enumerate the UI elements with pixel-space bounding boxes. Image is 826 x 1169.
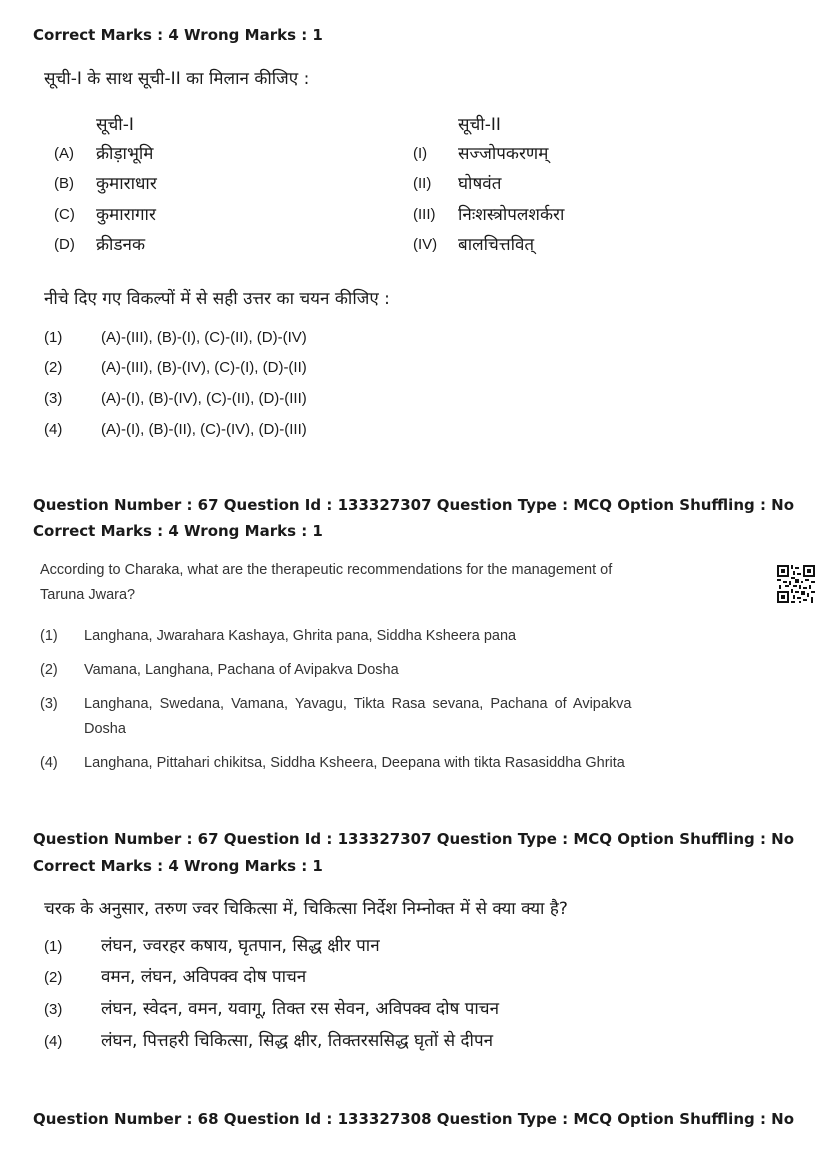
list2-label: (II)	[413, 175, 432, 192]
question-text: चरक के अनुसार, तरुण ज्वर चिकित्सा में, चिकित्सा निर्देश निम्नोक्त में से क्या क्या है?	[44, 899, 568, 919]
match-prompt: सूची-I के साथ सूची-II का मिलान कीजिए :	[44, 69, 310, 89]
question-header: Question Number : 68 Question Id : 133327308 Question Type : MCQ Option Shuffling : No	[33, 1110, 795, 1128]
option-number: (1)	[44, 329, 63, 346]
option-text: (A)-(I), (B)-(IV), (C)-(II), (D)-(III)	[101, 390, 307, 407]
option-text: (A)-(III), (B)-(IV), (C)-(I), (D)-(II)	[101, 359, 307, 376]
qr-code-icon	[777, 565, 815, 603]
option-text: वमन, लंघन, अविपक्व दोष पाचन	[101, 967, 307, 987]
list1-item: क्रीडनक	[96, 235, 146, 255]
option-text: Vamana, Langhana, Pachana of Avipakva Dosha	[84, 662, 399, 678]
option-text: लंघन, ज्वरहर कषाय, घृतपान, सिद्ध क्षीर पान	[101, 936, 380, 956]
option-number: (2)	[44, 969, 63, 986]
list2-item: निःशस्त्रोपलशर्करा	[458, 205, 565, 225]
correct-marks-line-1: Correct Marks : 4 Wrong Marks : 1	[33, 26, 323, 44]
list2-label: (IV)	[413, 236, 438, 253]
option-text: लंघन, स्वेदन, वमन, यवागू, तिक्त रस सेवन, अविपक्व दोष पाचन	[101, 999, 500, 1019]
option-number: (3)	[44, 1001, 63, 1018]
list1-item: क्रीड़ाभूमि	[96, 144, 154, 164]
list1-title: सूची-I	[96, 115, 134, 135]
option-number: (4)	[44, 1033, 63, 1050]
list2-item: सज्जोपकरणम्	[458, 144, 549, 164]
list1-item: कुमारागार	[96, 205, 156, 225]
list2-item: घोषवंत	[458, 174, 502, 194]
option-text: Langhana, Jwarahara Kashaya, Ghrita pana, Siddha Ksheera pana	[84, 628, 517, 644]
option-number: (3)	[40, 696, 58, 712]
option-text: Langhana, Pittahari chikitsa, Siddha Ksheera, Deepana with tikta Rasasiddha Ghrita	[84, 755, 625, 771]
list1-label: (D)	[54, 236, 75, 253]
option-number: (3)	[44, 390, 63, 407]
option-number: (2)	[40, 662, 58, 678]
option-number: (2)	[44, 359, 63, 376]
question-text-line: Taruna Jwara?	[40, 587, 136, 603]
correct-marks-line: Correct Marks : 4 Wrong Marks : 1	[33, 522, 323, 540]
option-number: (1)	[44, 938, 63, 955]
correct-marks-line: Correct Marks : 4 Wrong Marks : 1	[33, 857, 323, 875]
option-number: (4)	[40, 755, 58, 771]
list1-label: (B)	[54, 175, 74, 192]
list2-title: सूची-II	[458, 115, 501, 135]
option-text: (A)-(III), (B)-(I), (C)-(II), (D)-(IV)	[101, 329, 307, 346]
question-text-line: According to Charaka, what are the therapeutic recommendations for the management of	[40, 562, 613, 578]
list1-label: (A)	[54, 145, 74, 162]
question-header: Question Number : 67 Question Id : 133327307 Question Type : MCQ Option Shuffling : No	[33, 830, 795, 848]
list2-label: (III)	[413, 206, 436, 223]
option-number: (4)	[44, 421, 63, 438]
option-text: (A)-(I), (B)-(II), (C)-(IV), (D)-(III)	[101, 421, 307, 438]
option-text: लंघन, पित्तहरी चिकित्सा, सिद्ध क्षीर, तिक्तरससिद्ध घृतों से दीपन	[101, 1031, 494, 1051]
option-text-continuation: Dosha	[84, 721, 126, 737]
list1-item: कुमाराधार	[96, 174, 157, 194]
question-header: Question Number : 67 Question Id : 133327307 Question Type : MCQ Option Shuffling : No	[33, 496, 795, 514]
option-number: (1)	[40, 628, 58, 644]
list2-item: बालचित्तवित्	[458, 235, 535, 255]
answer-instruction: नीचे दिए गए विकल्पों में से सही उत्तर का चयन कीजिए :	[44, 289, 390, 309]
list1-label: (C)	[54, 206, 75, 223]
option-text: Langhana, Swedana, Vamana, Yavagu, Tikta Rasa sevana, Pachana of Avipakva	[84, 696, 632, 712]
list2-label: (I)	[413, 145, 428, 162]
